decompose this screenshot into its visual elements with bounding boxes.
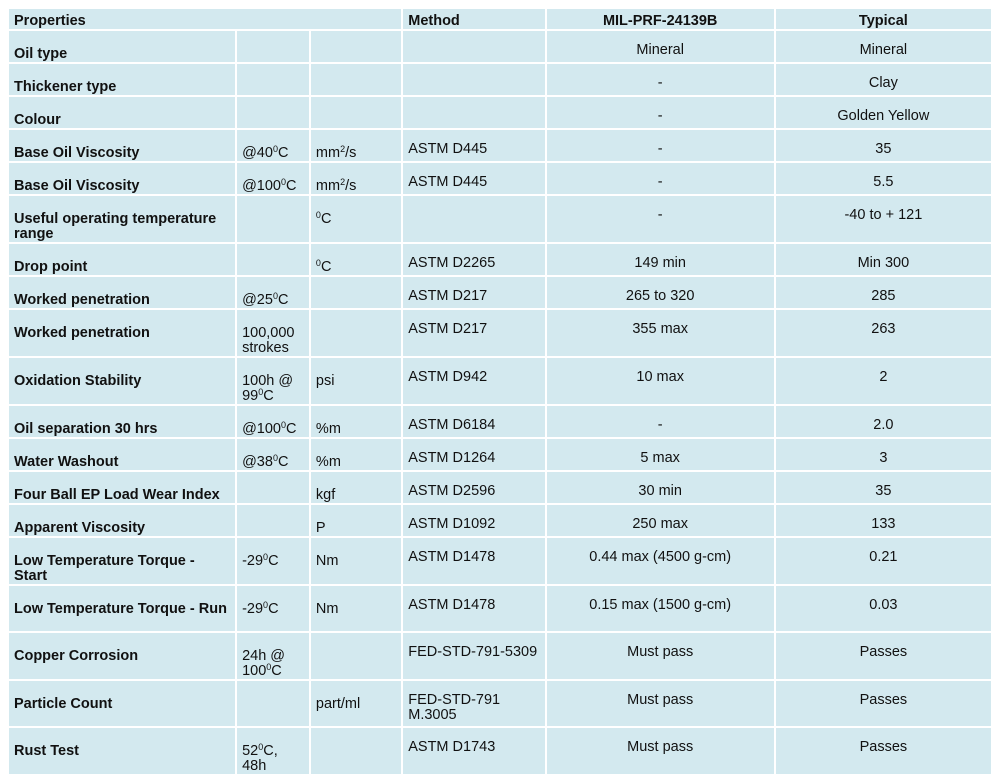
- spec-cell: -: [546, 96, 775, 129]
- unit-cell: Nm: [310, 585, 402, 632]
- property-cell: Low Temperature Torque - Start: [8, 537, 236, 585]
- typical-cell: Passes: [775, 727, 992, 775]
- condition-cell: $52^0C$, 48h: [236, 727, 310, 775]
- spec-cell: -: [546, 405, 775, 438]
- spec-cell: -: [546, 195, 775, 243]
- unit-cell: psi: [310, 357, 402, 405]
- header-properties: Properties: [8, 8, 402, 30]
- spec-cell: 250 max: [546, 504, 775, 537]
- property-cell: Useful operating temperature range: [8, 195, 236, 243]
- condition-cell: 24h @ $100^0C$: [236, 632, 310, 680]
- unit-cell: %m: [310, 438, 402, 471]
- typical-cell: Passes: [775, 632, 992, 680]
- condition-cell: [236, 30, 310, 63]
- method-cell: ASTM D1478: [402, 585, 545, 632]
- method-cell: FED-STD-791 M.3005: [402, 680, 545, 727]
- spec-cell: 0.44 max (4500 g-cm): [546, 537, 775, 585]
- property-cell: Thickener type: [8, 63, 236, 96]
- property-cell: Rust Test: [8, 727, 236, 775]
- condition-cell: $@38^0C$: [236, 438, 310, 471]
- table-row: [8, 243, 992, 276]
- table-row: [8, 438, 992, 471]
- spec-cell: Must pass: [546, 632, 775, 680]
- method-cell: [402, 30, 545, 63]
- method-cell: ASTM D1478: [402, 537, 545, 585]
- typical-cell: 5.5: [775, 162, 992, 195]
- table-row: [8, 504, 992, 537]
- spec-cell: 30 min: [546, 471, 775, 504]
- unit-cell: part/ml: [310, 680, 402, 727]
- table-row: [8, 162, 992, 195]
- typical-cell: 35: [775, 129, 992, 162]
- condition-cell: [236, 680, 310, 727]
- table-header-row: [8, 8, 992, 30]
- property-cell: Copper Corrosion: [8, 632, 236, 680]
- typical-cell: Min 300: [775, 243, 992, 276]
- table-row: [8, 30, 992, 63]
- property-cell: Drop point: [8, 243, 236, 276]
- spec-cell: Must pass: [546, 680, 775, 727]
- properties-table-container: [7, 7, 993, 776]
- condition-cell: 100h @ $99^0C$: [236, 357, 310, 405]
- method-cell: ASTM D942: [402, 357, 545, 405]
- method-cell: ASTM D445: [402, 129, 545, 162]
- table-row: [8, 309, 992, 357]
- typical-cell: 2.0: [775, 405, 992, 438]
- unit-cell: [310, 96, 402, 129]
- typical-cell: Golden Yellow: [775, 96, 992, 129]
- condition-cell: $@25^0C$: [236, 276, 310, 309]
- spec-cell: 10 max: [546, 357, 775, 405]
- typical-cell: Clay: [775, 63, 992, 96]
- property-cell: Four Ball EP Load Wear Index: [8, 471, 236, 504]
- table-row: [8, 357, 992, 405]
- spec-cell: -: [546, 63, 775, 96]
- unit-cell: $mm^2/s$: [310, 162, 402, 195]
- table-row: [8, 471, 992, 504]
- method-cell: ASTM D445: [402, 162, 545, 195]
- unit-cell: $^0$C: [310, 195, 402, 243]
- typical-cell: 263: [775, 309, 992, 357]
- typical-cell: Mineral: [775, 30, 992, 63]
- property-cell: Oxidation Stability: [8, 357, 236, 405]
- method-cell: ASTM D2265: [402, 243, 545, 276]
- property-cell: Apparent Viscosity: [8, 504, 236, 537]
- unit-cell: P: [310, 504, 402, 537]
- typical-cell: 133: [775, 504, 992, 537]
- table-row: [8, 585, 992, 632]
- header-spec: MIL-PRF-24139B: [546, 8, 775, 30]
- condition-cell: $-29^0C$: [236, 585, 310, 632]
- property-cell: Oil separation 30 hrs: [8, 405, 236, 438]
- method-cell: [402, 96, 545, 129]
- typical-cell: 3: [775, 438, 992, 471]
- method-cell: ASTM D6184: [402, 405, 545, 438]
- header-typical: Typical: [775, 8, 992, 30]
- condition-cell: $@100^0C$: [236, 405, 310, 438]
- typical-cell: -40 to + 121: [775, 195, 992, 243]
- condition-cell: [236, 504, 310, 537]
- method-cell: ASTM D217: [402, 276, 545, 309]
- table-row: [8, 129, 992, 162]
- condition-cell: $@100^0C$: [236, 162, 310, 195]
- unit-cell: $^0$C: [310, 243, 402, 276]
- condition-cell: [236, 63, 310, 96]
- unit-cell: Nm: [310, 537, 402, 585]
- spec-cell: 355 max: [546, 309, 775, 357]
- method-cell: ASTM D2596: [402, 471, 545, 504]
- typical-cell: Passes: [775, 680, 992, 727]
- property-cell: Worked penetration: [8, 276, 236, 309]
- property-cell: Worked penetration: [8, 309, 236, 357]
- table-row: [8, 727, 992, 775]
- table-row: [8, 632, 992, 680]
- condition-cell: [236, 195, 310, 243]
- spec-cell: 0.15 max (1500 g-cm): [546, 585, 775, 632]
- condition-cell: 100,000 strokes: [236, 309, 310, 357]
- condition-cell: $@40^0C$: [236, 129, 310, 162]
- table-row: [8, 537, 992, 585]
- table-row: [8, 195, 992, 243]
- table-row: [8, 680, 992, 727]
- property-cell: Colour: [8, 96, 236, 129]
- unit-cell: [310, 727, 402, 775]
- unit-cell: [310, 30, 402, 63]
- spec-cell: Mineral: [546, 30, 775, 63]
- unit-cell: [310, 632, 402, 680]
- typical-cell: 35: [775, 471, 992, 504]
- typical-cell: 2: [775, 357, 992, 405]
- method-cell: ASTM D1092: [402, 504, 545, 537]
- spec-cell: 149 min: [546, 243, 775, 276]
- typical-cell: 0.03: [775, 585, 992, 632]
- spec-cell: -: [546, 129, 775, 162]
- unit-cell: [310, 63, 402, 96]
- condition-cell: $-29^0C$: [236, 537, 310, 585]
- typical-cell: 285: [775, 276, 992, 309]
- table-row: [8, 405, 992, 438]
- spec-cell: 265 to 320: [546, 276, 775, 309]
- method-cell: [402, 63, 545, 96]
- method-cell: ASTM D1264: [402, 438, 545, 471]
- table-body: [8, 30, 992, 775]
- unit-cell: [310, 309, 402, 357]
- typical-cell: 0.21: [775, 537, 992, 585]
- unit-cell: [310, 276, 402, 309]
- table-row: [8, 96, 992, 129]
- properties-table: [7, 7, 993, 776]
- spec-cell: -: [546, 162, 775, 195]
- method-cell: [402, 195, 545, 243]
- property-cell: Oil type: [8, 30, 236, 63]
- spec-cell: 5 max: [546, 438, 775, 471]
- property-cell: Base Oil Viscosity: [8, 162, 236, 195]
- table-row: [8, 63, 992, 96]
- property-cell: Base Oil Viscosity: [8, 129, 236, 162]
- property-cell: Particle Count: [8, 680, 236, 727]
- unit-cell: $mm^2/s$: [310, 129, 402, 162]
- condition-cell: [236, 243, 310, 276]
- condition-cell: [236, 96, 310, 129]
- property-cell: Water Washout: [8, 438, 236, 471]
- method-cell: FED-STD-791-5309: [402, 632, 545, 680]
- property-cell: Low Temperature Torque - Run: [8, 585, 236, 632]
- header-method: Method: [402, 8, 545, 30]
- method-cell: ASTM D1743: [402, 727, 545, 775]
- condition-cell: [236, 471, 310, 504]
- method-cell: ASTM D217: [402, 309, 545, 357]
- spec-cell: Must pass: [546, 727, 775, 775]
- unit-cell: kgf: [310, 471, 402, 504]
- table-row: [8, 276, 992, 309]
- unit-cell: %m: [310, 405, 402, 438]
